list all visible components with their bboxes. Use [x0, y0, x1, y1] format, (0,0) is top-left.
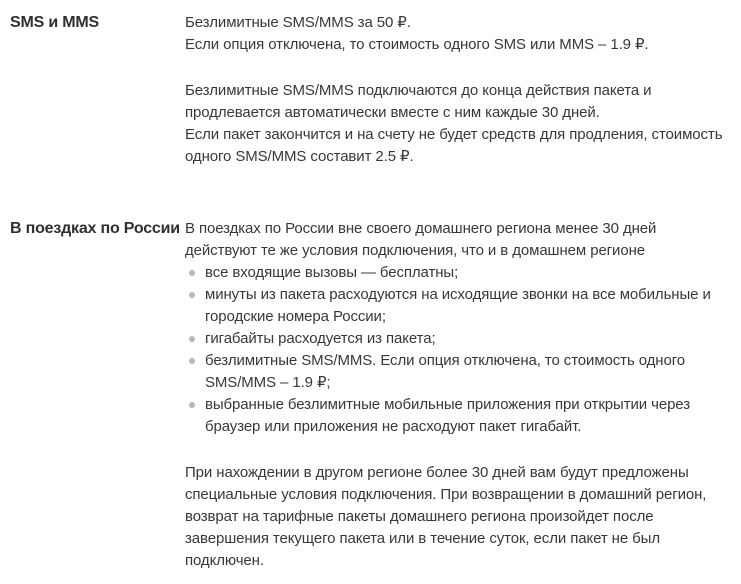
section-travel-russia-label: В поездках по России	[10, 220, 180, 237]
section-travel-russia	[10, 218, 735, 572]
section-sms-mms	[10, 12, 735, 168]
section-sms-mms-content	[185, 12, 735, 168]
section-sms-mms-label: SMS и MMS	[10, 14, 99, 31]
sms-price-line: Безлимитные SMS/MMS за 50 ₽.	[185, 14, 411, 31]
list-item-incoming-calls: все входящие вызовы — бесплатны;	[185, 262, 727, 284]
sms-fallback-price-text: Если пакет закончится и на счету не будет средств для продления, стоимость одного SMS/MMS составит 2.5 ₽.	[185, 126, 723, 165]
paragraph-spacer	[185, 56, 727, 80]
paragraph-spacer	[185, 438, 727, 462]
sms-disabled-price-line: Если опция отключена, то стоимость одного SMS или MMS – 1.9 ₽.	[185, 36, 649, 53]
travel-intro-text: В поездках по России вне своего домашнего региона менее 30 дней действуют те же условия подключения, что и в домашнем регионе	[185, 220, 657, 259]
travel-conditions-list	[185, 262, 727, 438]
sms-renewal-text: Безлимитные SMS/MMS подключаются до конца действия пакета и продлевается автоматически вместе с ним каждые 30 дней.	[185, 82, 652, 121]
list-item-gigabytes: гигабайты расходуется из пакета;	[185, 328, 727, 350]
section-travel-russia-content	[185, 218, 735, 572]
list-item-unlimited-sms: безлимитные SMS/MMS. Если опция отключена, то стоимость одного SMS/MMS – 1.9 ₽;	[185, 350, 727, 394]
list-item-package-minutes: минуты из пакета расходуются на исходящие звонки на все мобильные и городские номера России;	[185, 284, 727, 328]
travel-outro-text: При нахождении в другом регионе более 30 дней вам будут предложены специальные условия подключения. При возвращении в домашний регион, возврат на тарифные пакеты домашнего региона произойдет после завершения текущего пакета или в течение суток, если пакет не был подключен.	[185, 464, 707, 569]
list-item-unlimited-apps: выбранные безлимитные мобильные приложения при открытии через браузер или приложения не расходуют пакет гигабайт.	[185, 394, 727, 438]
